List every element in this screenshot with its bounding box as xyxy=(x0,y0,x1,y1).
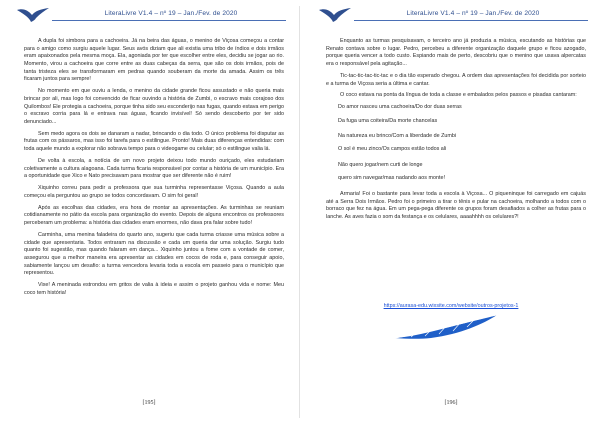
project-link[interactable]: https://aurasa-edu.wixsite.com/website/outros-projetos-1 xyxy=(383,303,519,309)
link-row xyxy=(306,294,596,312)
poem-line: quero sim navegar/mas nadando aos monte! xyxy=(338,175,445,182)
paragraph: Após as escolhas das cidades, era hora de montar as apresentações. As turminhas se reuniam cotidianamente no pátio da escola para organização do evento. Depois de alguns encontros os professores perceberam um problema: a história das cidades eram enormes, não dava pra falar sobre tudo! xyxy=(24,204,284,227)
page-number: [196] xyxy=(444,400,458,406)
poem-line: Do amor nasceu uma cachoeira/Do dor duas serras xyxy=(338,104,462,111)
poem-line: Na natureza eu brinco/Com a liberdade de Zumbi xyxy=(338,133,457,140)
paragraph: Carminha, uma menina faladeira do quarto ano, sugeriu que cada turma criasse uma música sobre a cidade que apresentaria. Todos entraram na discussão e cada um queria dar uma solução. Surgiu tudo quanto foi sugestão, mas quando falaram em dança... Xiquinho juntou a fome com a vontade de comer, assegurou que a melhor maneira era apresentar as cidades em cocos de roda e, para conseguir apoio, sabiamente lançou um desafio: a turma vencedora levaria toda a escola em passeio para o município que representou. xyxy=(24,231,284,277)
left-page-body xyxy=(24,38,284,302)
paragraph: Sem medo agora os dois se danaram a nadar, brincando o dia todo. O único problema foi disputar as frutas com os pássaros, mas isso foi tarefa para o estilingue. Pronto! Mais duas diferenças entendidas: com toda aquele mundo a explorar não sobrava tempo para o videogame ou celular; só o estilingue valia lá. xyxy=(24,130,284,153)
bird-silhouette-icon xyxy=(16,7,50,23)
page-header xyxy=(318,10,588,26)
paragraph: Xiquinho correu para pedir a professora que sua turminha representasse Viçosa. Quando a aula começou ela perguntou ao grupo se todos concordavam. O sim foi geral! xyxy=(24,185,284,199)
paragraph: Tic-tac-tic-tac-tic-tac e o dia tão esperado chegou. A ordem das apresentações foi decidida por sorteio e a turma de Viçosa seria a última e cantar. xyxy=(326,72,586,87)
header-text: LiteraLivre V1.4 – nº 19 – Jan./Fev. de 2020 xyxy=(104,10,238,17)
paragraph: A dupla foi simbora para a cachoeira. Já na beira das águas, o menino de Viçosa começou a contar para o amigo como surgiu aquele lugar. Seus avós diziam que ali existia uma tribo de índios e dois irmãos eram apaixonados pela mesma moça. Ela, agoniada por ter que escolher entre eles, decidiu se jogar ao rio. Momento, virou a cachoeira que corre entre as duas cabeças da serra, que são os dois irmãos, pois de tanta tristeza eles se transformaram em pedras quando souberam da morte da amada. Assim os três ficaram juntos para sempre! xyxy=(24,38,284,83)
paragraph: Vixe! A meninada estrondou em gritos de valia à ideia e assim o projeto ganhou vida e nome: Meu coco tem história! xyxy=(24,282,284,296)
header-rule xyxy=(354,20,588,21)
paragraph: Armaria! Foi o bastante para levar toda a escola à Viçosa... O piqueninque foi carregado em cajuás até a Serra Dois Irmãos. Pedro foi o primeiro a tirar o tênis e pular na cachoeira, molhando a todos com o borraco que fez na água. Em um pega-pega diferente os grupos foram desafiados a colher as frutas para o lanche. As aves fazia o som da festança e os celulares, aaaahhhh os celulares?! xyxy=(326,191,586,221)
page-number: [195] xyxy=(142,400,156,406)
poem-line: Não quero jogar/nem curti de longe xyxy=(338,162,423,169)
quill-feather-icon xyxy=(391,312,501,342)
poem-line: Da fuga uma coiteira/Da morte chancelas xyxy=(338,117,438,124)
paragraph: No momento em que ouviu a lenda, o menino da cidade grande ficou assustado e não queria mais brincar por ali, mas logo foi convencido de ficar ouvindo a história de Zumbi, o escravo mais corajoso dos Quilombos! Ele protegia a cachoeira, porque tinha sido seu esconderijo nas fugas, quando estava em perigo o escravo corria para lá e entrava nas águas, ficando invisível! Só sendo descoberto por ter sido denunciado... xyxy=(24,88,284,125)
poem-line: O sol é meu zinco/Os campos estão todos ali xyxy=(338,146,447,153)
page-header xyxy=(16,10,286,26)
paragraph: Enquanto as turmas pesquisavam, o terceiro ano já produzia a música, escutando as histórias que Renato contava sobre o lugar. Pedro, percebeu a diferente organização daquele grupo e ficou azogado, porque queria vencer a todo custo. Espiando mais de perto, descobriu que o menino que usava alpercatas era o responsável pela agitação... xyxy=(326,38,586,68)
paragraph: De volta à escola, a notícia de um novo projeto deixou todo mundo ouriçado, eles estudariam coletivamente a cultura alagoana. Cada turma ficaria responsável por contar a história de um município. Era a oportunidade que Xico e Nato precisavam para mostrar que ser diferente não é ruim! xyxy=(24,157,284,180)
bird-silhouette-icon xyxy=(318,7,352,23)
right-page xyxy=(306,0,596,424)
left-page xyxy=(4,0,294,424)
header-rule xyxy=(52,20,286,21)
page-gutter xyxy=(299,6,300,418)
header-text: LiteraLivre V1.4 – nº 19 – Jan./Fev. de 2020 xyxy=(406,10,540,17)
paragraph: O coco estava na ponta da língua de toda a classe e embalados pelos passos e pisadas cantaram: xyxy=(340,92,577,99)
right-page-body xyxy=(326,38,586,226)
